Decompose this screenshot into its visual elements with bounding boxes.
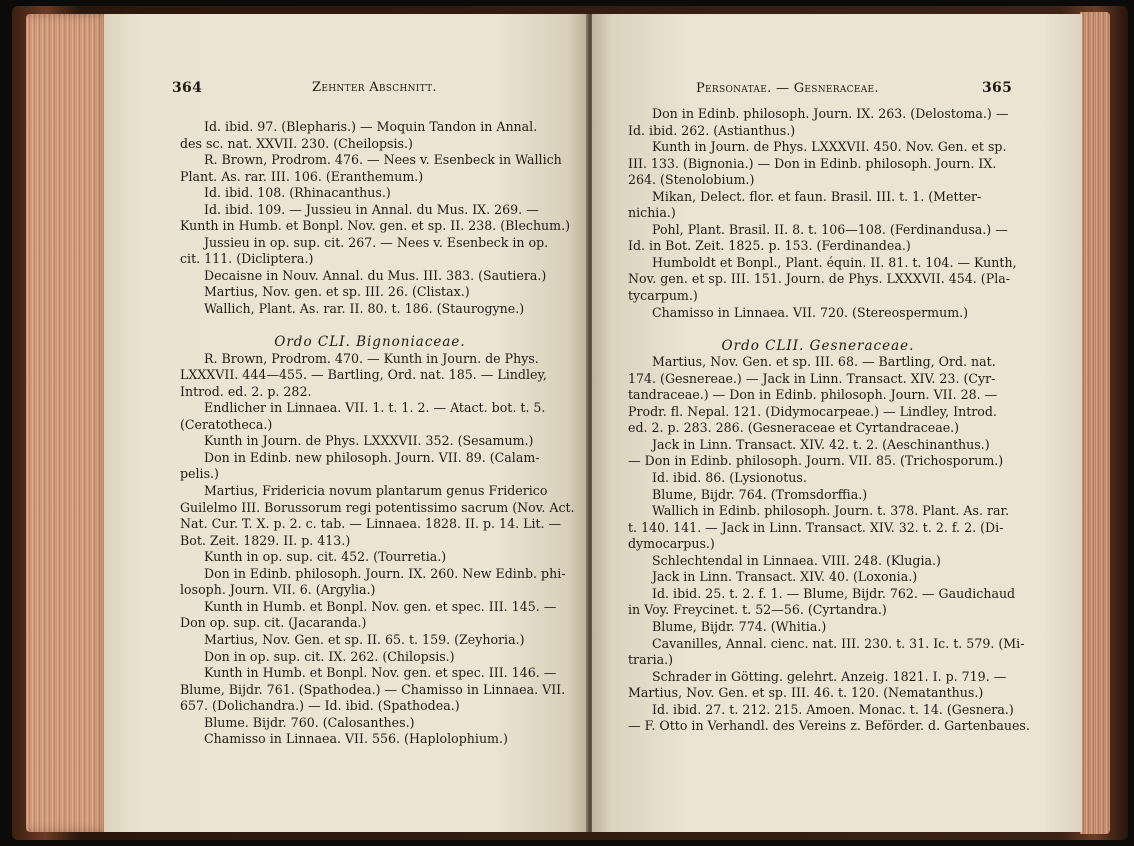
- text-line: pelis.): [180, 466, 219, 482]
- text-line: tycarpum.): [628, 288, 698, 304]
- text-line: — Don in Edinb. philosoph. Journ. VII. 85. (Trichosporum.): [628, 453, 1004, 469]
- text-line: 264. (Stenolobium.): [628, 172, 755, 188]
- text-line: — F. Otto in Verhandl. des Vereins z. Beförder. d. Gartenbaues.: [628, 718, 1030, 734]
- text-line: Don op. sup. cit. (Jacaranda.): [180, 615, 367, 631]
- text-line: Id. ibid. 27. t. 212. 215. Amoen. Monac. t. 14. (Gesnera.): [652, 701, 1014, 717]
- ordo-heading: Ordo CLII. Gesneraceae.: [721, 337, 915, 354]
- text-line: Bot. Zeit. 1829. II. p. 413.): [180, 532, 351, 548]
- right-header: [696, 80, 1066, 96]
- text-line: traria.): [628, 652, 674, 668]
- left-text-body: [180, 119, 575, 748]
- text-line: 657. (Dolichandra.) — Id. ibid. (Spathodea.): [180, 698, 460, 714]
- right-page-number: 365: [982, 80, 1013, 96]
- right-running-head: Personatae. — Gesneraceae.: [696, 81, 879, 96]
- text-line: Blume, Bijdr. 764. (Tromsdorffia.): [652, 486, 868, 502]
- text-line: (Ceratotheca.): [180, 416, 273, 432]
- text-line: Martius, Nov. Gen. et sp. III. 46. t. 120. (Nematanthus.): [628, 685, 984, 701]
- text-line: Decaisne in Nouv. Annal. du Mus. III. 383. (Sautiera.): [204, 267, 547, 283]
- text-line: Kunth in Humb. et Bonpl. Nov. gen. et spec. III. 146. —: [204, 665, 557, 681]
- left-running-head: Zehnter Abschnitt.: [312, 80, 437, 95]
- text-line: Id. ibid. 262. (Astianthus.): [628, 122, 796, 138]
- text-line: Nov. gen. et sp. III. 151. Journ. de Phys. LXXXVII. 454. (Pla-: [628, 271, 1010, 287]
- ordo-heading: Ordo CLI. Bignoniaceae.: [274, 334, 466, 351]
- text-line: Martius, Fridericia novum plantarum genus Friderico: [204, 483, 548, 499]
- text-line: Id. ibid. 109. — Jussieu in Annal. du Mus. IX. 269. —: [204, 201, 539, 217]
- text-line: R. Brown, Prodrom. 470. — Kunth in Journ. de Phys.: [204, 350, 539, 366]
- text-line: Kunth in Humb. et Bonpl. Nov. gen. et sp. II. 238. (Blechum.): [180, 218, 571, 234]
- text-line: Plant. As. rar. III. 106. (Eranthemum.): [180, 168, 424, 184]
- text-line: Martius, Nov. gen. et sp. III. 26. (Clistax.): [204, 284, 470, 300]
- text-line: LXXXVII. 444—455. — Bartling, Ord. nat. 185. — Lindley,: [180, 367, 547, 383]
- right-text-body: [628, 106, 1030, 735]
- text-line: Endlicher in Linnaea. VII. 1. t. 1. 2. — Atact. bot. t. 5.: [204, 400, 546, 416]
- text-line: 174. (Gesnereae.) — Jack in Linn. Transact. XIV. 23. (Cyr-: [628, 370, 996, 386]
- text-line: Martius, Nov. Gen. et sp. II. 65. t. 159. (Zeyhoria.): [204, 631, 525, 647]
- text-line: III. 133. (Bignonia.) — Don in Edinb. philosoph. Journ. IX.: [628, 155, 997, 171]
- left-page-number: 364: [172, 80, 203, 96]
- text-line: Nat. Cur. T. X. p. 2. c. tab. — Linnaea. 1828. II. p. 14. Lit. —: [180, 516, 562, 532]
- left-header: [172, 80, 578, 96]
- text-line: Prodr. fl. Nepal. 121. (Didymocarpeae.) — Lindley, Introd.: [628, 403, 997, 419]
- text-line: Kunth in Journ. de Phys. LXXXVII. 352. (Sesamum.): [204, 433, 534, 449]
- text-line: dymocarpus.): [628, 536, 715, 552]
- text-line: Id. ibid. 97. (Blepharis.) — Moquin Tandon in Annal.: [204, 119, 538, 134]
- text-line: Don in op. sup. cit. IX. 262. (Chilopsis.): [204, 648, 455, 664]
- text-line: Mikan, Delect. flor. et faun. Brasil. III. t. 1. (Metter-: [652, 188, 982, 204]
- blank-line: [628, 321, 1008, 338]
- page-edges-right: [1080, 12, 1110, 834]
- text-line: t. 140. 141. — Jack in Linn. Transact. XIV. 32. t. 2. f. 2. (Di-: [628, 519, 1004, 535]
- text-line: Guilelmo III. Borussorum regi potentissimo sacrum (Nov. Act.: [180, 499, 575, 515]
- text-line: Cavanilles, Annal. cienc. nat. III. 230. t. 31. Ic. t. 579. (Mi-: [652, 635, 1025, 651]
- right-page: [592, 14, 1082, 832]
- text-line: Kunth in op. sup. cit. 452. (Tourretia.): [204, 549, 447, 565]
- text-line: Blume. Bijdr. 760. (Calosanthes.): [204, 714, 415, 730]
- text-line: Jussieu in op. sup. cit. 267. — Nees v. Esenbeck in op.: [204, 234, 549, 250]
- text-line: Kunth in Journ. de Phys. LXXXVII. 450. Nov. Gen. et sp.: [652, 139, 1007, 155]
- text-line: Jack in Linn. Transact. XIV. 42. t. 2. (Aeschinanthus.): [652, 436, 990, 452]
- text-line: nichia.): [628, 205, 676, 221]
- text-line: des sc. nat. XXVII. 230. (Cheilopsis.): [180, 135, 413, 151]
- left-page: [104, 14, 588, 832]
- blank-line: [180, 318, 560, 335]
- text-line: tandraceae.) — Don in Edinb. philosoph. Journ. VII. 28. —: [628, 387, 998, 403]
- text-line: in Voy. Freycinet. t. 52—56. (Cyrtandra.): [628, 602, 887, 618]
- text-line: Kunth in Humb. et Bonpl. Nov. gen. et spec. III. 145. —: [204, 598, 557, 614]
- text-line: Blume, Bijdr. 761. (Spathodea.) — Chamisso in Linnaea. VII.: [180, 681, 566, 697]
- text-line: Wallich in Edinb. philosoph. Journ. t. 378. Plant. As. rar.: [652, 503, 1010, 519]
- text-line: Schlechtendal in Linnaea. VIII. 248. (Klugia.): [652, 552, 941, 568]
- text-line: Humboldt et Bonpl., Plant. équin. II. 81. t. 104. — Kunth,: [652, 254, 1017, 270]
- text-line: Id. ibid. 86. (Lysionotus.: [652, 470, 807, 486]
- text-line: cit. 111. (Dicliptera.): [180, 251, 314, 267]
- text-line: Jack in Linn. Transact. XIV. 40. (Loxonia.): [652, 569, 918, 585]
- text-line: Pohl, Plant. Brasil. II. 8. t. 106—108. (Ferdinandusa.) —: [652, 221, 1008, 237]
- text-line: Don in Edinb. new philosoph. Journ. VII. 89. (Calam-: [204, 449, 540, 465]
- text-line: ed. 2. p. 283. 286. (Gesneraceae et Cyrtandraceae.): [628, 420, 960, 436]
- text-line: Schrader in Götting. gelehrt. Anzeig. 1821. I. p. 719. —: [652, 668, 1007, 684]
- text-line: Id. ibid. 108. (Rhinacanthus.): [204, 185, 391, 201]
- text-line: Don in Edinb. philosoph. Journ. IX. 260. New Edinb. phi-: [204, 565, 566, 581]
- text-line: Chamisso in Linnaea. VII. 720. (Stereospermum.): [652, 304, 969, 320]
- page-edges-left: [26, 14, 110, 832]
- text-line: losoph. Journ. VII. 6. (Argylia.): [180, 582, 376, 598]
- text-line: Id. ibid. 25. t. 2. f. 1. — Blume, Bijdr. 762. — Gaudichaud: [652, 585, 1016, 601]
- text-line: R. Brown, Prodrom. 476. — Nees v. Esenbeck in Wallich: [204, 152, 562, 168]
- text-line: Don in Edinb. philosoph. Journ. IX. 263. (Delostoma.) —: [652, 106, 1009, 121]
- text-line: Chamisso in Linnaea. VII. 556. (Haplolophium.): [204, 731, 508, 747]
- text-line: Blume, Bijdr. 774. (Whitia.): [652, 618, 827, 634]
- text-line: Id. in Bot. Zeit. 1825. p. 153. (Ferdinandea.): [628, 238, 911, 254]
- text-line: Introd. ed. 2. p. 282.: [180, 383, 312, 399]
- text-line: Martius, Nov. Gen. et sp. III. 68. — Bartling, Ord. nat.: [652, 354, 996, 370]
- text-line: Wallich, Plant. As. rar. II. 80. t. 186. (Staurogyne.): [204, 301, 525, 317]
